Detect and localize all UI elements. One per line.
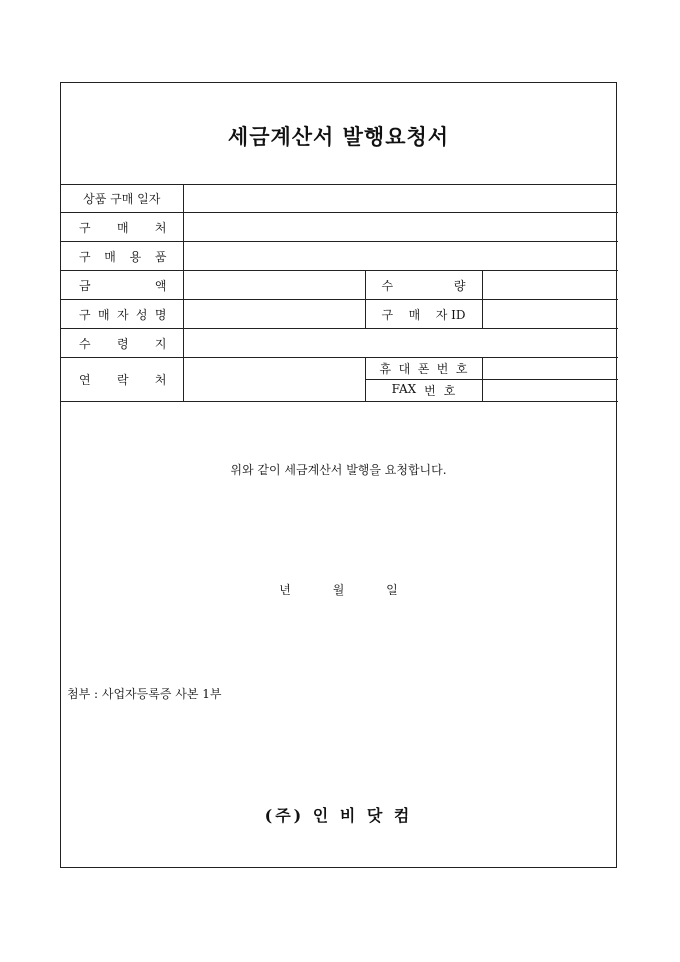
field-purchase-date[interactable]: [183, 184, 618, 213]
field-seller[interactable]: [183, 213, 618, 242]
label-quantity: 수 량: [365, 271, 482, 300]
label-seller: 구 매 처: [61, 213, 183, 242]
label-fax: FAX 번 호: [365, 380, 482, 402]
label-mobile: 휴 대 폰 번 호: [365, 358, 482, 380]
field-item[interactable]: [183, 242, 618, 271]
request-statement: 위와 같이 세금계산서 발행을 요청합니다.: [230, 463, 447, 477]
label-item: 구 매 용 품: [61, 242, 183, 271]
date-month-label: 월: [332, 583, 345, 597]
field-buyer-name[interactable]: [183, 300, 365, 329]
label-buyer-name: 구 매 자 성 명: [61, 300, 183, 329]
label-buyer-id: 구 매 자 ID: [365, 300, 482, 329]
row-mobile: [61, 358, 618, 380]
attachment-note: 첨부 : 사업자등록증 사본 1부: [67, 687, 222, 701]
row-amount: [61, 271, 618, 300]
row-purchase-date: [61, 184, 618, 213]
label-purchase-date: 상품 구매 일자: [61, 184, 183, 213]
label-amount: 금 액: [61, 271, 183, 300]
row-item: [61, 242, 618, 271]
title-area: [61, 83, 616, 185]
field-buyer-id[interactable]: [482, 300, 618, 329]
tax-invoice-request-form: [60, 82, 617, 868]
field-receiver[interactable]: [183, 329, 618, 358]
field-amount[interactable]: [183, 271, 365, 300]
date-line: [61, 581, 616, 598]
row-seller: [61, 213, 618, 242]
field-mobile[interactable]: [482, 358, 618, 380]
company-name: (주) 인 비 닷 컴: [264, 806, 413, 825]
row-buyer: [61, 300, 618, 329]
date-year-label: 년: [279, 583, 291, 597]
label-contact: 연 락 처: [61, 358, 183, 402]
row-receiver: [61, 329, 618, 358]
date-day-label: 일: [386, 583, 398, 597]
field-fax[interactable]: [482, 380, 618, 402]
request-fields-table: [61, 184, 618, 402]
field-quantity[interactable]: [482, 271, 618, 300]
page-title: 세금계산서 발행요청서: [227, 124, 450, 149]
label-receiver: 수 령 지: [61, 329, 183, 358]
field-contact[interactable]: [183, 358, 365, 402]
